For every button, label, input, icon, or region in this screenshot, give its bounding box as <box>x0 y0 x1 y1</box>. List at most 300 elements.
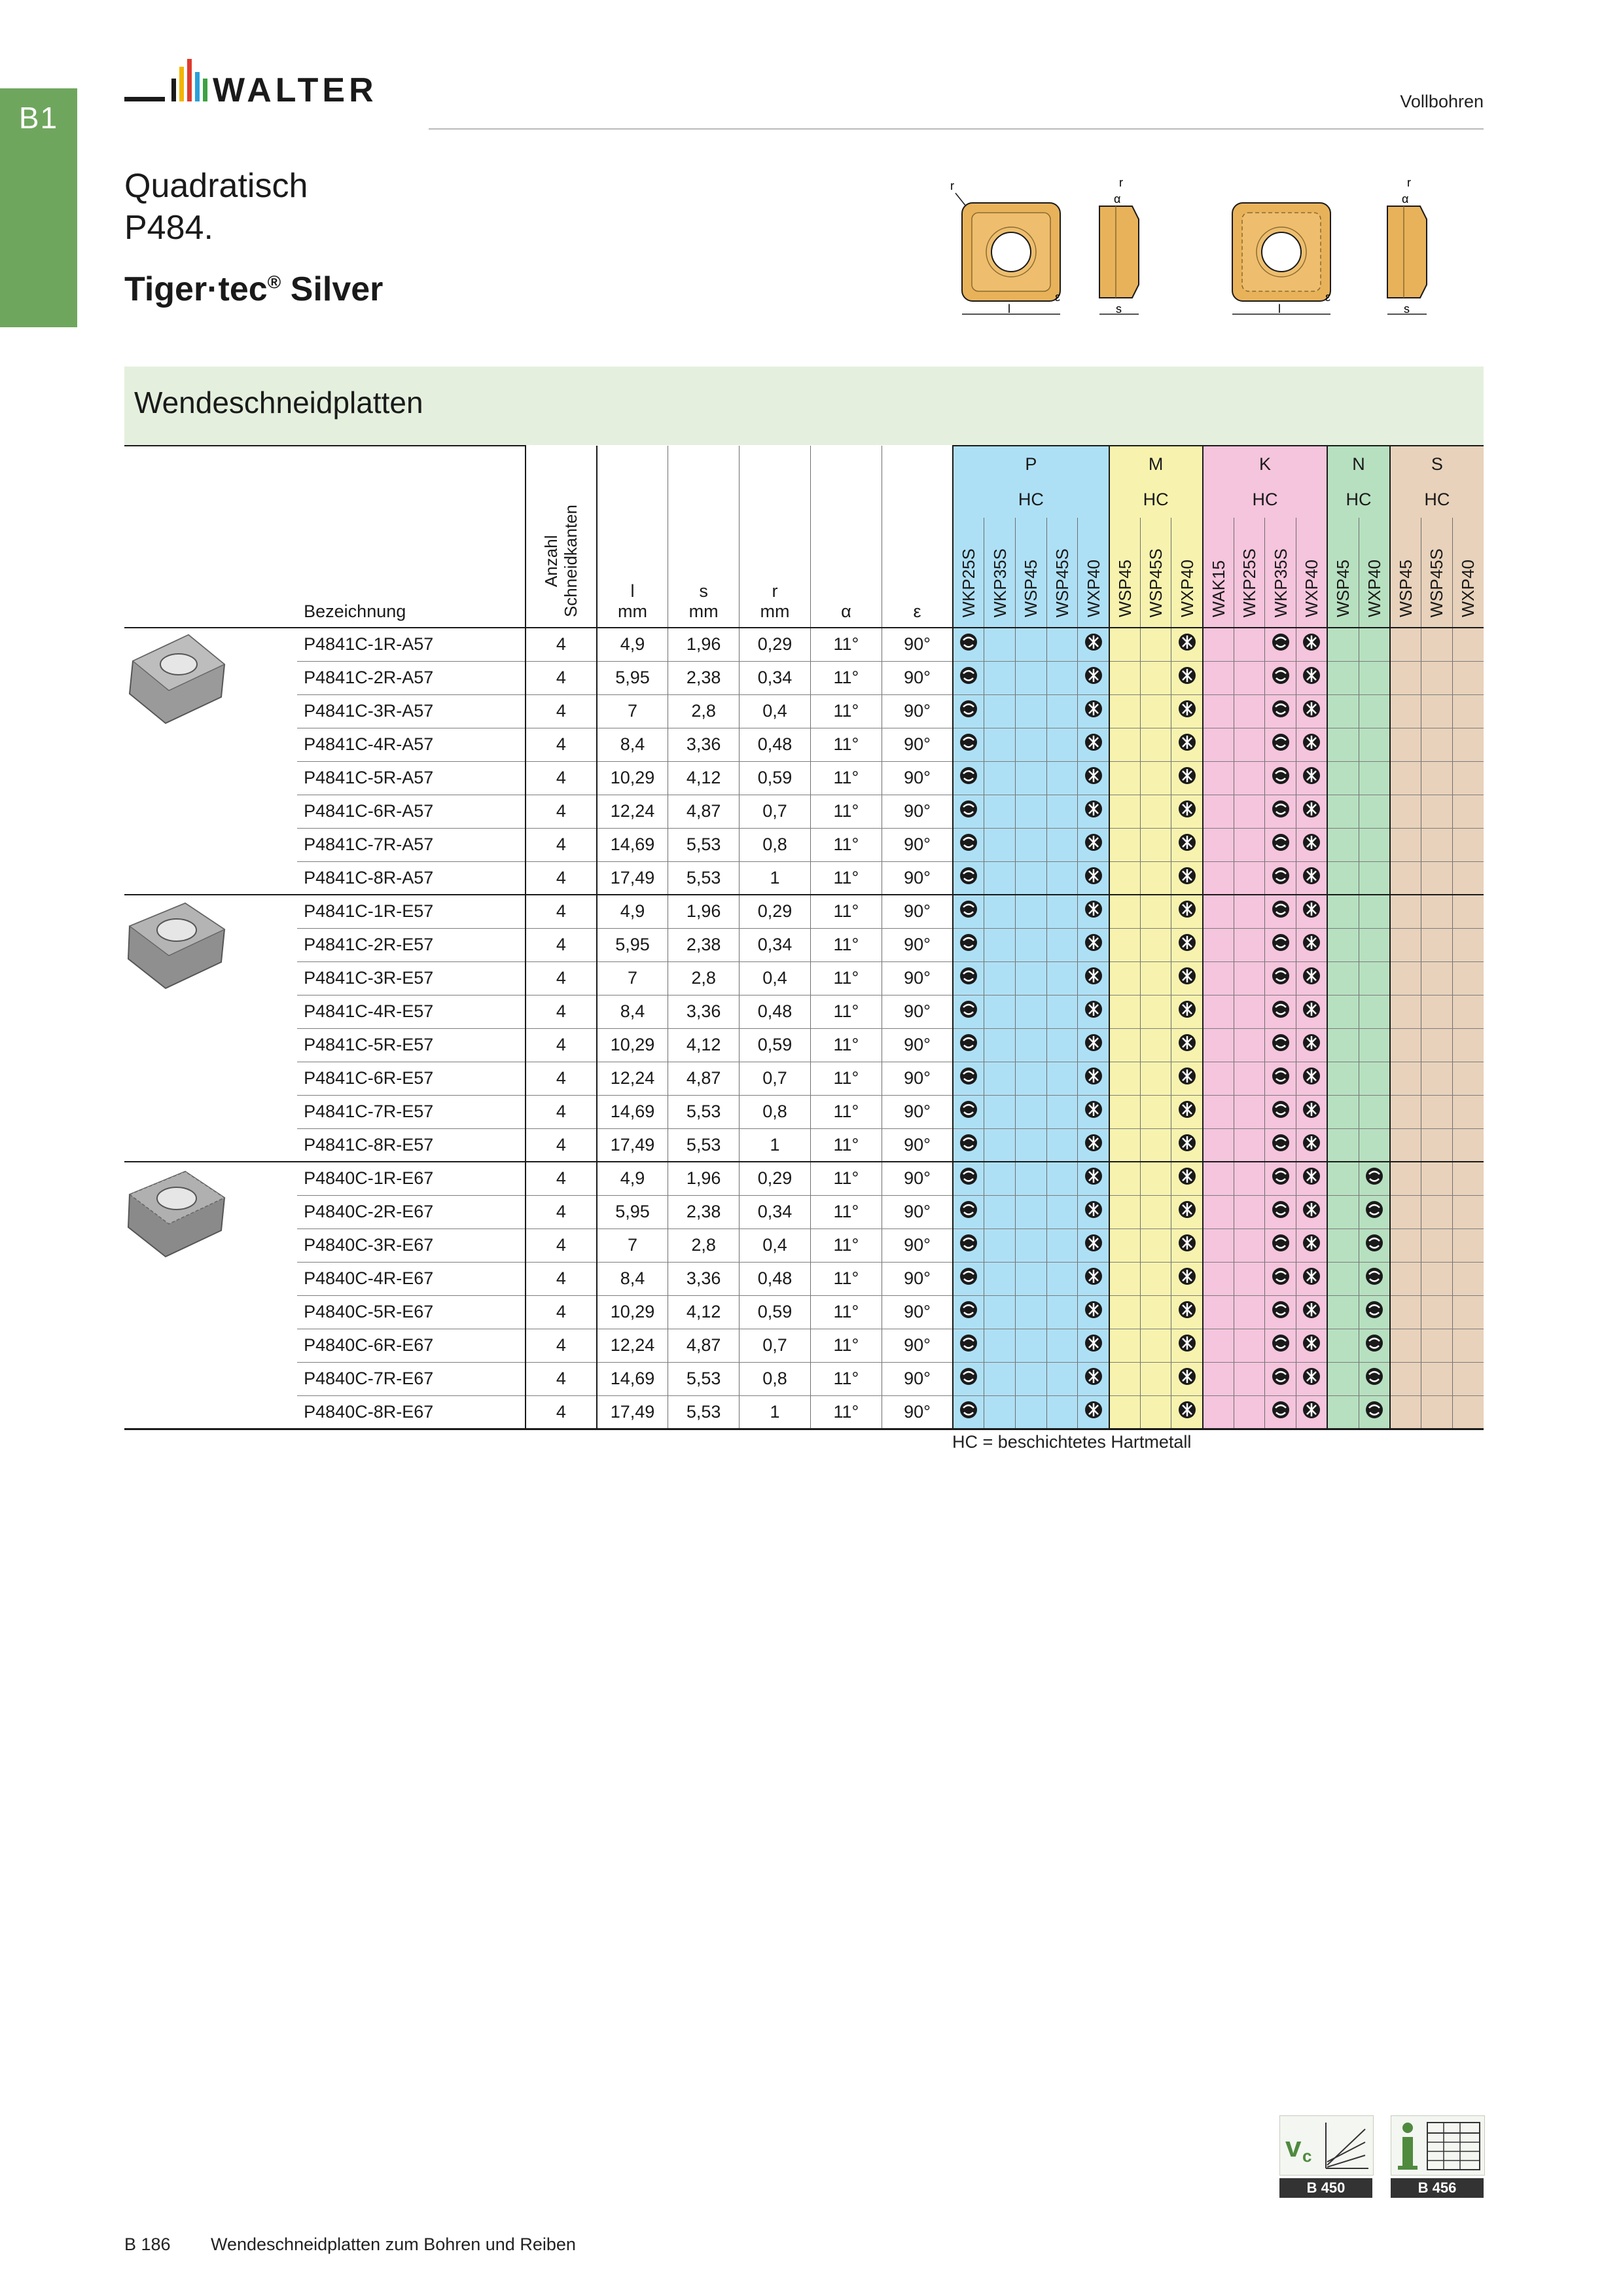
availability-cell <box>1109 1062 1141 1095</box>
header-bezeichnung-label: Bezeichnung <box>304 601 406 621</box>
availability-cell <box>1109 1362 1141 1395</box>
availability-cell <box>1421 661 1452 694</box>
availability-cell <box>953 1229 984 1262</box>
cell-s: 5,53 <box>668 1095 740 1128</box>
availability-cell <box>1016 761 1047 795</box>
availability-cell <box>1359 628 1390 661</box>
main-application-icon <box>1271 866 1291 886</box>
availability-cell <box>1327 1062 1359 1095</box>
availability-cell <box>1171 1028 1203 1062</box>
availability-cell <box>1359 895 1390 928</box>
cell-l: 7 <box>597 961 668 995</box>
grade-label: WKP25S <box>959 548 979 617</box>
cell-name: P4841C-4R-A57 <box>297 728 526 761</box>
cell-e: 90° <box>882 995 953 1028</box>
cell-n: 4 <box>526 628 597 661</box>
availability-cell <box>1109 961 1141 995</box>
cell-n: 4 <box>526 761 597 795</box>
secondary-application-icon <box>1084 766 1103 785</box>
cell-name: P4840C-5R-E67 <box>297 1295 526 1329</box>
cutting-data-icon[interactable] <box>1279 2115 1374 2176</box>
availability-cell <box>1203 628 1234 661</box>
availability-cell <box>1078 828 1109 861</box>
availability-cell <box>1359 1329 1390 1362</box>
availability-cell <box>1046 1362 1078 1395</box>
insert-diagram-1 <box>942 173 1211 324</box>
availability-cell <box>1234 795 1265 828</box>
availability-cell <box>1234 961 1265 995</box>
cell-a: 11° <box>810 1329 882 1362</box>
info-graphic <box>1391 2116 1484 2175</box>
secondary-application-icon <box>1084 1233 1103 1253</box>
cell-e: 90° <box>882 661 953 694</box>
secondary-application-icon <box>1084 1066 1103 1086</box>
availability-cell <box>1452 995 1484 1028</box>
availability-cell <box>1359 928 1390 961</box>
table-row <box>124 861 1484 895</box>
insert-image-e67 <box>123 1162 231 1266</box>
availability-cell <box>1421 795 1452 828</box>
cell-s: 5,53 <box>668 861 740 895</box>
cell-a: 11° <box>810 1195 882 1229</box>
secondary-application-icon <box>1177 1066 1197 1086</box>
cell-a: 11° <box>810 728 882 761</box>
availability-cell <box>1109 728 1141 761</box>
availability-cell <box>1046 961 1078 995</box>
cell-a: 11° <box>810 761 882 795</box>
cell-name: P4840C-8R-E67 <box>297 1395 526 1429</box>
grade-label: WXP40 <box>1177 559 1197 617</box>
availability-cell <box>1171 795 1203 828</box>
secondary-application-icon <box>1084 666 1103 685</box>
availability-cell <box>1390 961 1421 995</box>
cell-r: 0,4 <box>740 1229 811 1262</box>
availability-cell <box>1234 1395 1265 1429</box>
header-epsilon <box>882 446 953 628</box>
cell-e: 90° <box>882 1329 953 1362</box>
cell-a: 11° <box>810 861 882 895</box>
availability-cell <box>953 861 984 895</box>
cell-s: 4,12 <box>668 761 740 795</box>
availability-cell <box>1109 1395 1141 1429</box>
grade-S-WXP40 <box>1452 518 1484 628</box>
availability-cell <box>1171 895 1203 928</box>
cell-a: 11° <box>810 1262 882 1295</box>
header-r-unit: mm <box>760 601 790 621</box>
table-row <box>124 1095 1484 1128</box>
availability-cell <box>1390 1395 1421 1429</box>
availability-cell <box>1359 828 1390 861</box>
header-anzahl-line1: Anzahl <box>541 535 562 587</box>
walter-logo <box>124 58 402 117</box>
secondary-application-icon <box>1177 1200 1197 1219</box>
availability-cell <box>1421 828 1452 861</box>
availability-cell <box>1327 1162 1359 1195</box>
availability-cell <box>984 961 1016 995</box>
table-row <box>124 694 1484 728</box>
availability-cell <box>1140 928 1171 961</box>
availability-cell <box>984 1062 1016 1095</box>
main-application-icon <box>1271 1333 1291 1353</box>
availability-cell <box>1078 1395 1109 1429</box>
availability-cell <box>1171 961 1203 995</box>
availability-cell <box>1327 1195 1359 1229</box>
group-M-hc: HC <box>1109 482 1203 518</box>
availability-cell <box>1296 1095 1328 1128</box>
availability-cell <box>1234 728 1265 761</box>
cell-l: 5,95 <box>597 928 668 961</box>
registered-mark: ® <box>267 272 281 293</box>
availability-cell <box>1016 728 1047 761</box>
cell-n: 4 <box>526 694 597 728</box>
main-application-icon <box>1271 799 1291 819</box>
main-application-icon <box>959 1166 978 1186</box>
availability-cell <box>1265 1362 1296 1395</box>
title-line-1: Quadratisch <box>124 167 308 205</box>
availability-cell <box>1452 1028 1484 1062</box>
availability-cell <box>1390 1062 1421 1095</box>
cell-r: 0,34 <box>740 1195 811 1229</box>
grade-label: WSP45 <box>1021 559 1041 617</box>
availability-cell <box>1046 1095 1078 1128</box>
availability-cell <box>1452 761 1484 795</box>
availability-cell <box>1140 1095 1171 1128</box>
availability-cell <box>1046 928 1078 961</box>
availability-cell <box>1390 995 1421 1028</box>
availability-cell <box>1421 728 1452 761</box>
cell-l: 10,29 <box>597 1295 668 1329</box>
diagram2-side-r-label: r <box>1407 176 1411 189</box>
main-application-icon <box>1271 1367 1291 1386</box>
availability-cell <box>1296 1028 1328 1062</box>
availability-cell <box>1171 1128 1203 1162</box>
hc-footnote: HC = beschichtetes Hartmetall <box>952 1432 1192 1452</box>
availability-cell <box>984 1195 1016 1229</box>
availability-cell <box>1359 1395 1390 1429</box>
availability-cell <box>1265 1229 1296 1262</box>
grade-K-WAK15 <box>1203 518 1234 628</box>
header-image <box>124 446 297 628</box>
secondary-application-icon <box>1177 632 1197 652</box>
cell-e: 90° <box>882 961 953 995</box>
availability-cell <box>1046 694 1078 728</box>
main-application-icon <box>1364 1233 1384 1253</box>
main-application-icon <box>1271 1200 1291 1219</box>
availability-cell <box>984 694 1016 728</box>
availability-cell <box>1234 1162 1265 1195</box>
availability-cell <box>1452 628 1484 661</box>
cell-s: 4,87 <box>668 795 740 828</box>
cell-a: 11° <box>810 961 882 995</box>
cell-r: 0,29 <box>740 628 811 661</box>
cell-s: 4,12 <box>668 1295 740 1329</box>
cell-e: 90° <box>882 1195 953 1229</box>
cell-a: 11° <box>810 895 882 928</box>
grade-label: WKP35S <box>990 548 1010 617</box>
cell-l: 8,4 <box>597 995 668 1028</box>
diagram2-epsilon-label: ε <box>1325 291 1331 304</box>
availability-cell <box>1390 1229 1421 1262</box>
availability-cell <box>1046 895 1078 928</box>
availability-cell <box>1046 728 1078 761</box>
cell-e: 90° <box>882 728 953 761</box>
cell-s: 1,96 <box>668 1162 740 1195</box>
cell-l: 12,24 <box>597 1329 668 1362</box>
availability-cell <box>1234 628 1265 661</box>
grade-P-WXP40 <box>1078 518 1109 628</box>
brand-name: Tiger·tec <box>124 270 268 308</box>
availability-cell <box>1327 795 1359 828</box>
availability-cell <box>1327 1295 1359 1329</box>
availability-cell <box>1078 1362 1109 1395</box>
header-row-groups <box>124 446 1484 482</box>
availability-cell <box>1265 961 1296 995</box>
availability-cell <box>1327 861 1359 895</box>
availability-cell <box>1171 828 1203 861</box>
availability-cell <box>1016 1229 1047 1262</box>
cell-r: 0,7 <box>740 1329 811 1362</box>
availability-cell <box>1452 1295 1484 1329</box>
availability-cell <box>1016 1362 1047 1395</box>
brand-name-suffix: Silver <box>281 270 383 308</box>
table-row <box>124 1329 1484 1362</box>
grade-K-WKP25S <box>1234 518 1265 628</box>
secondary-application-icon <box>1084 899 1103 919</box>
cell-name: P4840C-2R-E67 <box>297 1195 526 1229</box>
secondary-application-icon <box>1302 732 1321 752</box>
availability-cell <box>1452 728 1484 761</box>
cell-name: P4841C-1R-A57 <box>297 628 526 661</box>
availability-cell <box>1078 1028 1109 1062</box>
availability-cell <box>1046 1262 1078 1295</box>
main-application-icon <box>1271 1033 1291 1052</box>
availability-cell <box>1016 1262 1047 1295</box>
cell-a: 11° <box>810 795 882 828</box>
availability-cell <box>1359 1362 1390 1395</box>
availability-cell <box>953 995 984 1028</box>
availability-cell <box>984 628 1016 661</box>
info-icon[interactable] <box>1391 2115 1485 2176</box>
availability-cell <box>1046 861 1078 895</box>
main-application-icon <box>1364 1367 1384 1386</box>
availability-cell <box>1078 1128 1109 1162</box>
cell-l: 12,24 <box>597 795 668 828</box>
secondary-application-icon <box>1177 933 1197 952</box>
availability-cell <box>1016 1128 1047 1162</box>
availability-cell <box>984 761 1016 795</box>
availability-cell <box>1296 1128 1328 1162</box>
availability-cell <box>1452 895 1484 928</box>
cell-n: 4 <box>526 1295 597 1329</box>
cell-l: 4,9 <box>597 628 668 661</box>
secondary-application-icon <box>1084 866 1103 886</box>
availability-cell <box>1327 1395 1359 1429</box>
cell-name: P4841C-6R-A57 <box>297 795 526 828</box>
availability-cell <box>1046 1195 1078 1229</box>
availability-cell <box>1016 661 1047 694</box>
main-application-icon <box>959 1333 978 1353</box>
availability-cell <box>1296 1162 1328 1195</box>
availability-cell <box>1171 761 1203 795</box>
availability-cell <box>1016 1329 1047 1362</box>
secondary-application-icon <box>1084 699 1103 719</box>
availability-cell <box>1203 895 1234 928</box>
availability-cell <box>1109 1229 1141 1262</box>
availability-cell <box>1327 895 1359 928</box>
availability-cell <box>1109 1195 1141 1229</box>
cutting-data-graphic <box>1280 2116 1373 2175</box>
availability-cell <box>1203 1295 1234 1329</box>
availability-cell <box>1296 694 1328 728</box>
availability-cell <box>1296 795 1328 828</box>
cell-n: 4 <box>526 728 597 761</box>
availability-cell <box>1078 661 1109 694</box>
availability-cell <box>1421 694 1452 728</box>
diagram-s-label: s <box>1116 302 1122 315</box>
cell-a: 11° <box>810 995 882 1028</box>
availability-cell <box>1078 961 1109 995</box>
availability-cell <box>1234 828 1265 861</box>
secondary-application-icon <box>1302 799 1321 819</box>
availability-cell <box>1234 1362 1265 1395</box>
secondary-application-icon <box>1302 1133 1321 1153</box>
availability-cell <box>1109 1095 1141 1128</box>
table-row <box>124 661 1484 694</box>
header-s-unit: mm <box>688 601 719 621</box>
availability-cell <box>1016 694 1047 728</box>
availability-cell <box>1359 995 1390 1028</box>
availability-cell <box>1327 761 1359 795</box>
availability-cell <box>1171 728 1203 761</box>
main-application-icon <box>959 899 978 919</box>
main-application-icon <box>1271 666 1291 685</box>
cell-n: 4 <box>526 1329 597 1362</box>
cell-e: 90° <box>882 1062 953 1095</box>
cell-n: 4 <box>526 1395 597 1429</box>
availability-cell <box>1265 1095 1296 1128</box>
availability-cell <box>984 928 1016 961</box>
availability-cell <box>1234 1128 1265 1162</box>
availability-cell <box>1421 861 1452 895</box>
grade-label: WSP45S <box>1052 548 1073 617</box>
main-application-icon <box>1364 1166 1384 1186</box>
availability-cell <box>1296 1395 1328 1429</box>
secondary-application-icon <box>1084 933 1103 952</box>
secondary-application-icon <box>1084 732 1103 752</box>
availability-cell <box>984 1229 1016 1262</box>
diagram2-l-label: l <box>1278 302 1281 315</box>
grade-label: WSP45S <box>1146 548 1166 617</box>
availability-cell <box>984 895 1016 928</box>
secondary-application-icon <box>1177 899 1197 919</box>
availability-cell <box>1171 1262 1203 1295</box>
availability-cell <box>1452 1062 1484 1095</box>
availability-cell <box>1421 928 1452 961</box>
availability-cell <box>1452 828 1484 861</box>
availability-cell <box>1078 928 1109 961</box>
availability-cell <box>1296 728 1328 761</box>
header-anzahl-line2: Schneidkanten <box>561 504 581 617</box>
availability-cell <box>1452 1128 1484 1162</box>
availability-cell <box>1234 928 1265 961</box>
cell-r: 0,48 <box>740 728 811 761</box>
availability-cell <box>1296 928 1328 961</box>
availability-cell <box>1265 1329 1296 1362</box>
availability-cell <box>1265 728 1296 761</box>
secondary-application-icon <box>1177 966 1197 986</box>
group-N-hc: HC <box>1327 482 1389 518</box>
header-alpha-label: α <box>841 601 851 621</box>
availability-cell <box>984 661 1016 694</box>
cell-s: 2,38 <box>668 1195 740 1229</box>
availability-cell <box>1046 1128 1078 1162</box>
availability-cell <box>1327 961 1359 995</box>
availability-cell <box>953 728 984 761</box>
cell-s: 3,36 <box>668 995 740 1028</box>
availability-cell <box>1109 761 1141 795</box>
cell-e: 90° <box>882 795 953 828</box>
availability-cell <box>1078 628 1109 661</box>
cell-r: 1 <box>740 1128 811 1162</box>
main-application-icon <box>959 966 978 986</box>
table-row <box>124 795 1484 828</box>
main-application-icon <box>1271 1233 1291 1253</box>
availability-cell <box>1016 1162 1047 1195</box>
availability-cell <box>984 1128 1016 1162</box>
cell-n: 4 <box>526 1162 597 1195</box>
availability-cell <box>1359 1229 1390 1262</box>
secondary-application-icon <box>1302 1367 1321 1386</box>
availability-cell <box>953 1329 984 1362</box>
main-application-icon <box>959 1133 978 1153</box>
availability-cell <box>1327 1028 1359 1062</box>
cell-s: 4,87 <box>668 1062 740 1095</box>
secondary-application-icon <box>1302 1300 1321 1319</box>
cell-r: 0,29 <box>740 1162 811 1195</box>
availability-cell <box>984 1295 1016 1329</box>
availability-cell <box>1327 1128 1359 1162</box>
availability-cell <box>1390 628 1421 661</box>
cell-n: 4 <box>526 895 597 928</box>
main-application-icon <box>1271 999 1291 1019</box>
availability-cell <box>1452 1095 1484 1128</box>
availability-cell <box>1265 694 1296 728</box>
availability-cell <box>1140 761 1171 795</box>
cell-a: 11° <box>810 1028 882 1062</box>
page-number: B 186 <box>124 2234 171 2254</box>
availability-cell <box>1452 1395 1484 1429</box>
availability-cell <box>1359 694 1390 728</box>
header-s-label: s <box>699 581 708 601</box>
main-application-icon <box>959 1033 978 1052</box>
cell-a: 11° <box>810 1295 882 1329</box>
availability-cell <box>1109 628 1141 661</box>
availability-cell <box>1140 1395 1171 1429</box>
availability-cell <box>1109 928 1141 961</box>
availability-cell <box>953 1262 984 1295</box>
availability-cell <box>1046 828 1078 861</box>
availability-cell <box>1046 995 1078 1028</box>
availability-cell <box>1078 895 1109 928</box>
header-anzahl <box>526 446 597 628</box>
availability-cell <box>1234 1195 1265 1229</box>
availability-cell <box>1390 694 1421 728</box>
cell-name: P4841C-3R-E57 <box>297 961 526 995</box>
cell-l: 14,69 <box>597 1362 668 1395</box>
grade-N-WSP45 <box>1327 518 1359 628</box>
cell-n: 4 <box>526 995 597 1028</box>
availability-cell <box>1390 928 1421 961</box>
